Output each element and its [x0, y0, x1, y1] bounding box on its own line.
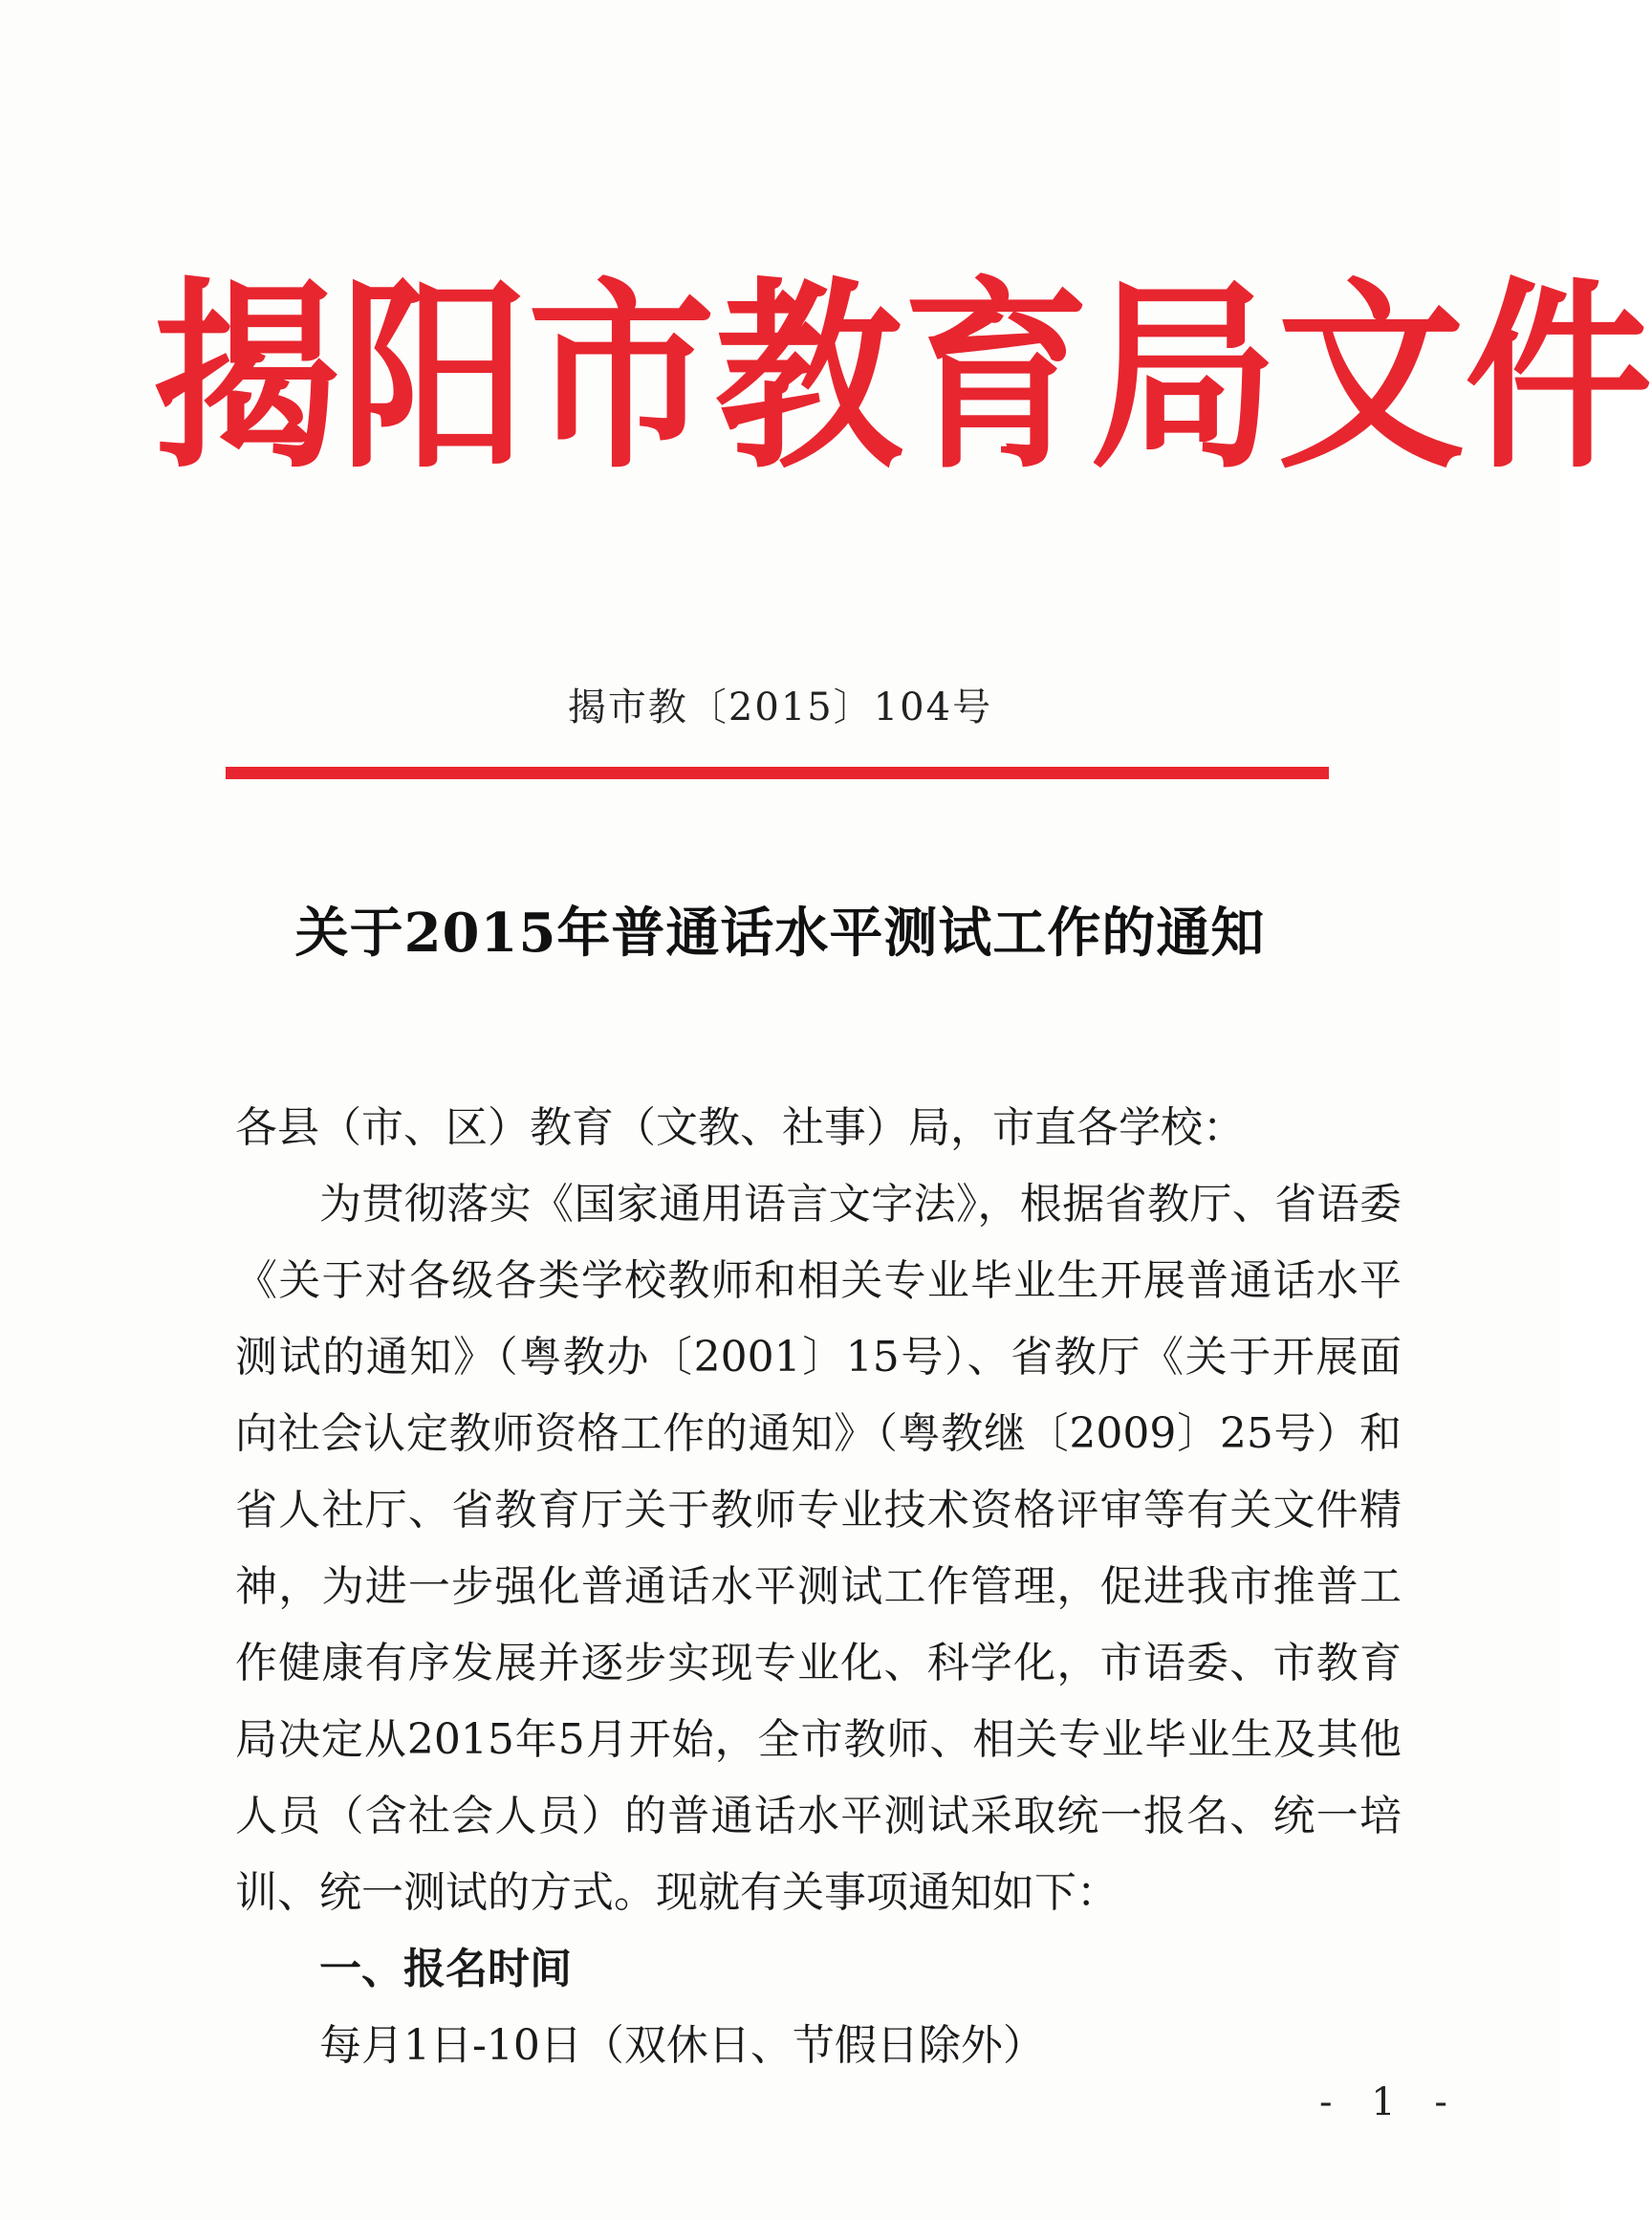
masthead-char: 件 — [1465, 258, 1652, 497]
masthead-char: 育 — [902, 258, 1091, 497]
masthead-char: 市 — [528, 258, 716, 497]
page-number: - 1 - — [1319, 2080, 1461, 2124]
masthead-char: 阳 — [340, 258, 529, 497]
body-paragraph: 为贯彻落实《国家通用语言文字法》，根据省教厅、省语委《关于对各级各类学校教师和相关专业毕业生开展普通话水平测试的通知》（粤教办〔2001〕15号）、省教厅《关于开展面向社会认定教师资格工作的通知》（粤教继〔2009〕25号）和省人社厅、省教育厅关于教师专业技术资格评审等有关文件精神，为进一步强化普通话水平测试工作管理，促进我市推普工作健康有序发展并逐步实现专业化、科学化，市语委、市教育局决定从2015年5月开始，全市教师、相关专业毕业生及其他人员（含社会人员）的普通话水平测试采取统一报名、统一培训、统一测试的方式。现就有关事项通知如下： — [235, 1180, 1402, 1917]
document-number: 揭市教〔2015〕104号 — [567, 686, 993, 729]
masthead-char: 局 — [1090, 258, 1278, 497]
section-heading: 一、报名时间 — [319, 1945, 572, 1993]
masthead-char: 揭 — [153, 258, 341, 497]
masthead-char: 教 — [715, 258, 903, 497]
masthead-title — [153, 258, 1652, 497]
salutation: 各县（市、区）教育（文教、社事）局，市直各学校： — [235, 1103, 1245, 1152]
document-body — [235, 1090, 1402, 2084]
section-text: 每月1日-10日（双休日、节假日除外） — [319, 2021, 1045, 2070]
masthead-char: 文 — [1277, 258, 1466, 497]
red-divider-line — [226, 767, 1329, 779]
notice-title: 关于2015年普通话水平测试工作的通知 — [294, 902, 1266, 965]
